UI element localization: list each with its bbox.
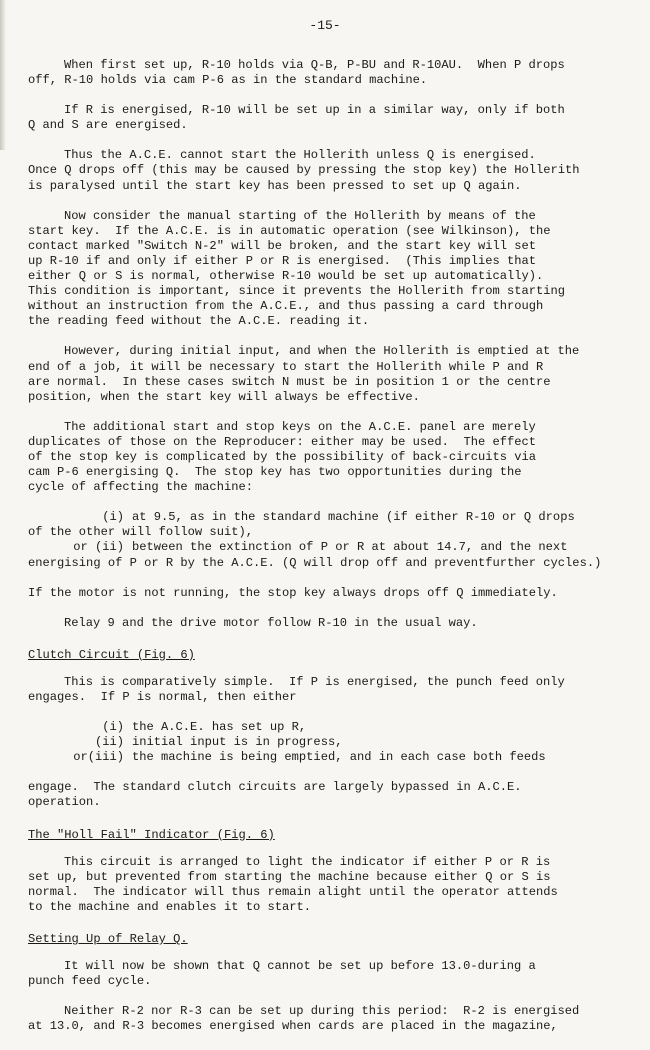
text-line: It will now be shown that Q cannot be set up before 13.0-during a [64, 959, 536, 974]
text-line: without an instruction from the A.C.E., and thus passing a card through [28, 299, 544, 314]
section-heading: Setting Up of Relay Q. [28, 932, 188, 947]
text-line: normal. The indicator will thus remain alight until the operator attends [28, 884, 558, 899]
paragraph [28, 586, 618, 601]
text-line: If R is energised, R-10 will be set up in a similar way, only if both [64, 103, 565, 118]
text-line: duplicates of those on the Reproducer: either may be used. The effect [28, 434, 537, 449]
text-line: Now consider the manual starting of the Hollerith by means of the [64, 208, 536, 223]
text-line: engages. If P is normal, then either [28, 690, 297, 704]
paragraph [28, 344, 618, 404]
list-item-continuation: energising of P or R by the A.C.E. (Q will drop off and prevent [28, 555, 486, 570]
text-line: position, when the start key will always be effective. [28, 389, 420, 404]
paragraph [28, 675, 618, 705]
list-item-continuation: further cycles.) [485, 555, 602, 570]
text-line: This is comparatively simple. If P is energised, the punch feed only [64, 674, 565, 689]
text-line: cam P-6 energising Q. The stop key has two opportunities during the [28, 465, 522, 480]
text-line: start key. If the A.C.E. is in automatic operation (see Wilkinson), the [28, 223, 551, 238]
section-heading-wrap [28, 930, 618, 959]
list-marker: (ii) [94, 735, 124, 750]
paragraph [28, 780, 618, 810]
text-line: are normal. In these cases switch N must be in position 1 or the centre [28, 374, 551, 389]
text-line: Neither R-2 nor R-3 can be set up during this period: R-2 is energised [64, 1004, 580, 1019]
text-line: punch feed cycle. [28, 974, 152, 989]
list-item-text: the A.C.E. has set up R, [132, 720, 307, 735]
text-line: Q and S are energised. [28, 118, 188, 133]
list-item-continuation: of the other will follow suit), [28, 525, 253, 540]
enumerated-list [28, 720, 618, 765]
text-line: operation. [28, 795, 101, 810]
paragraph [28, 420, 618, 495]
text-line: Thus the A.C.E. cannot start the Hollerith unless Q is energised. [64, 148, 536, 163]
paragraph [28, 1004, 618, 1034]
paragraph [28, 855, 618, 915]
list-item [28, 750, 618, 765]
paragraph [28, 959, 618, 989]
text-line: either Q or S is normal, otherwise R-10 would be set up automatically). [28, 269, 544, 284]
text-line: set up, but prevented from starting the machine because either Q or S is [28, 869, 551, 884]
paragraph [28, 616, 618, 631]
list-marker: (i) [102, 510, 124, 525]
text-line: Relay 9 and the drive motor follow R-10 in the usual way. [64, 615, 478, 630]
list-item-text: at 9.5, as in the standard machine (if either R-10 or Q drops [132, 510, 575, 525]
text-line: This condition is important, since it prevents the Hollerith from starting [28, 284, 566, 299]
list-item-text: the machine is being emptied, and in each case both feeds [132, 750, 546, 765]
text-line: The additional start and stop keys on the A.C.E. panel are merely [64, 419, 536, 434]
list-item [28, 510, 618, 525]
list-marker: or (ii) [73, 540, 124, 555]
text-line: end of a job, it will be necessary to start the Hollerith while P and R [28, 359, 544, 374]
paragraph [28, 209, 618, 330]
paragraph [28, 58, 618, 88]
text-line: is paralysed until the start key has been pressed to set up Q again. [28, 178, 522, 193]
section-heading-wrap [28, 826, 618, 855]
list-item-text: between the extinction of P or R at about 14.7, and the next [132, 540, 568, 555]
text-line: cycle of affecting the machine: [28, 480, 253, 495]
section-heading: The "Holl Fail" Indicator (Fig. 6) [28, 827, 275, 842]
paragraph [28, 148, 618, 193]
list-item [28, 720, 618, 735]
section-heading-wrap [28, 646, 618, 675]
text-line: up R-10 if and only if either P or R is energised. (This implies that [28, 253, 537, 268]
enumerated-list [28, 510, 618, 570]
text-line: If the motor is not running, the stop key always drops off Q immediately. [28, 585, 558, 600]
list-marker: (i) [102, 720, 124, 735]
text-line: However, during initial input, and when the Hollerith is emptied at the [64, 344, 580, 359]
text-line: contact marked "Switch N-2" will be broken, and the start key will set [28, 238, 537, 253]
text-line: of the stop key is complicated by the possibility of back-circuits via [28, 449, 537, 464]
list-marker: or(iii) [73, 750, 124, 765]
page-number: -15- [309, 18, 341, 33]
text-line: engage. The standard clutch circuits are largely bypassed in A.C.E. [28, 780, 522, 795]
list-item [28, 735, 618, 750]
text-line: the reading feed without the A.C.E. reading it. [28, 314, 370, 329]
list-item [28, 540, 618, 555]
document-body [28, 58, 618, 1050]
text-line: When first set up, R-10 holds via Q-B, P-BU and R-10AU. When P drops [64, 58, 565, 72]
list-item-text: initial input is in progress, [132, 735, 343, 750]
text-line: Once Q drops off (this may be caused by pressing the stop key) the Hollerith [28, 163, 580, 178]
paragraph [28, 103, 618, 133]
text-line: at 13.0, and R-3 becomes energised when cards are placed in the magazine, [28, 1019, 558, 1034]
section-heading: Clutch Circuit (Fig. 6) [28, 647, 195, 662]
text-line: This circuit is arranged to light the indicator if either P or R is [64, 854, 551, 869]
text-line: to the machine and enables it to start. [28, 899, 312, 914]
text-line: off, R-10 holds via cam P-6 as in the standard machine. [28, 73, 428, 88]
